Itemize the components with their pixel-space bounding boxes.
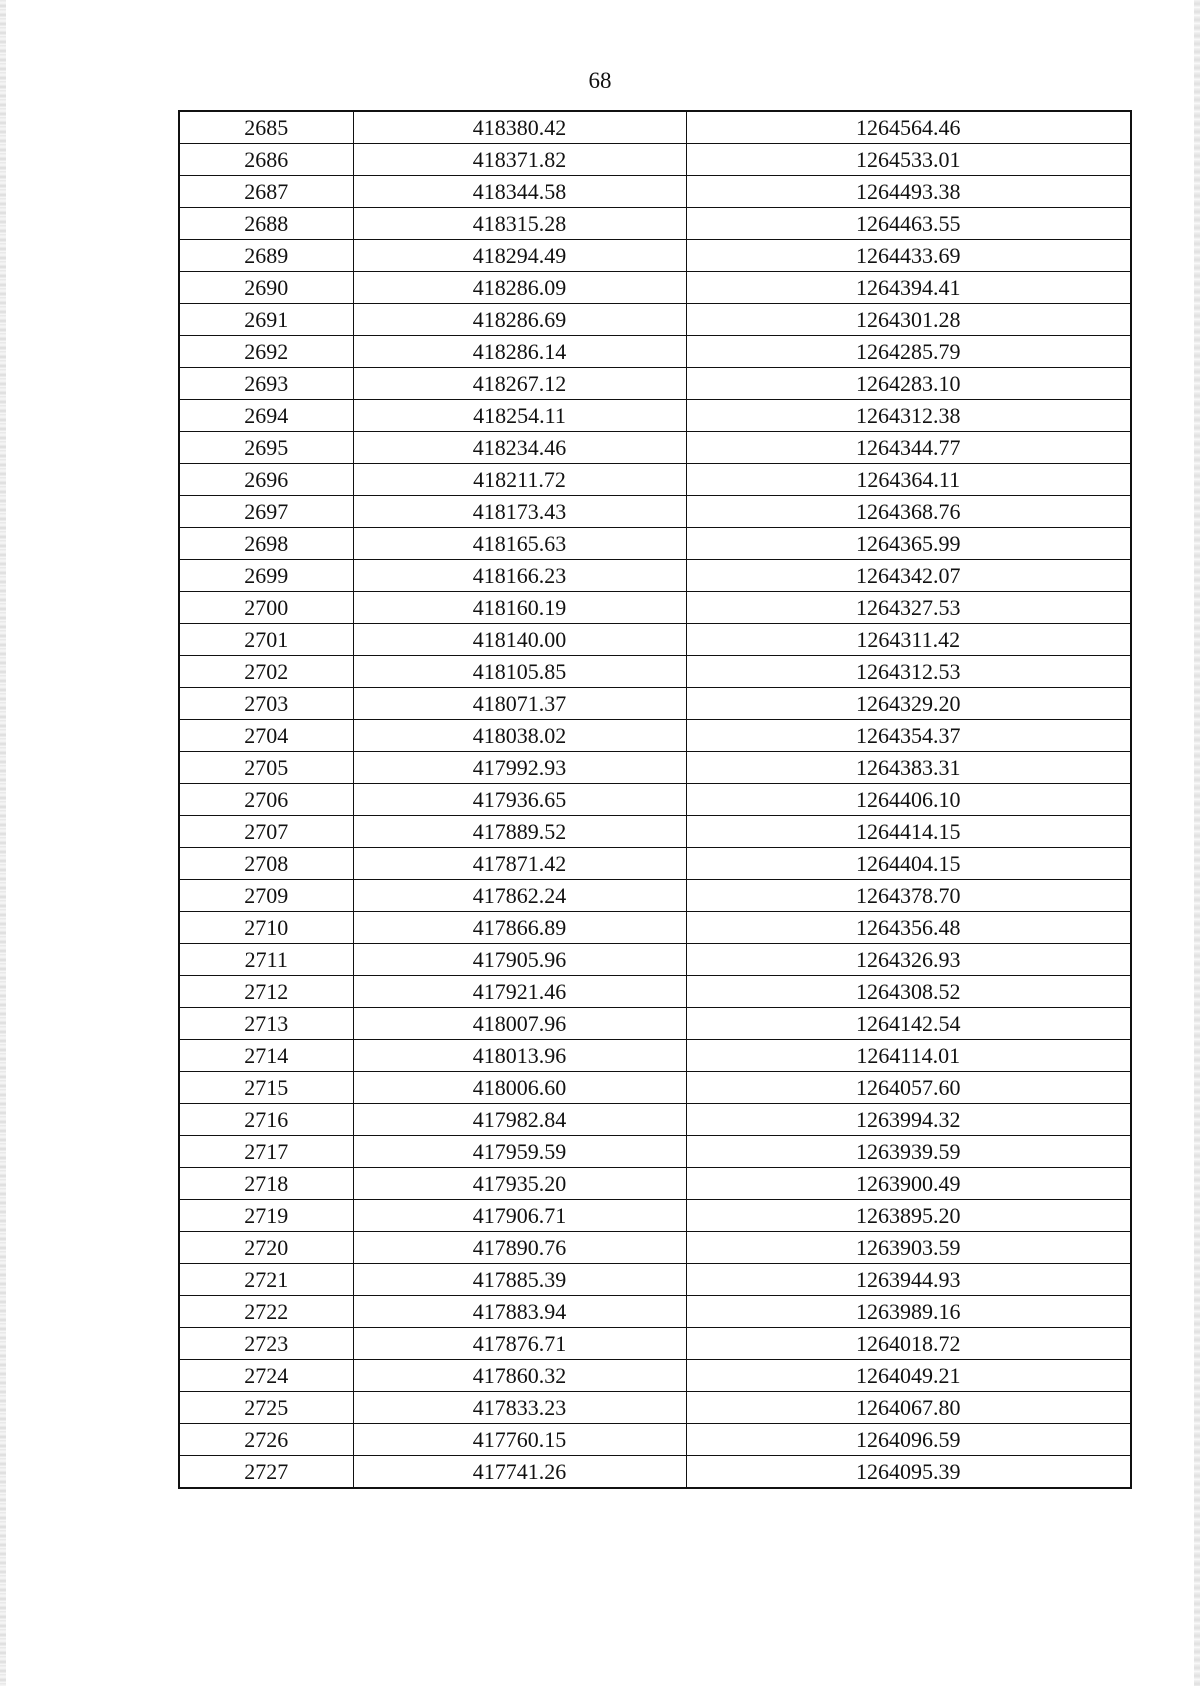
point-number-cell: 2702 bbox=[179, 656, 353, 688]
table-row bbox=[179, 272, 1131, 304]
point-number-cell: 2714 bbox=[179, 1040, 353, 1072]
table-row bbox=[179, 176, 1131, 208]
point-number-cell: 2723 bbox=[179, 1328, 353, 1360]
scan-edge-left bbox=[0, 0, 6, 1686]
point-number-cell: 2697 bbox=[179, 496, 353, 528]
point-number-cell: 2715 bbox=[179, 1072, 353, 1104]
table-row bbox=[179, 1040, 1131, 1072]
coordinate-table-body bbox=[179, 111, 1131, 1488]
point-number-cell: 2696 bbox=[179, 464, 353, 496]
y-coordinate-cell: 1264285.79 bbox=[686, 336, 1131, 368]
point-number-cell: 2703 bbox=[179, 688, 353, 720]
point-number-cell: 2725 bbox=[179, 1392, 353, 1424]
table-row bbox=[179, 336, 1131, 368]
y-coordinate-cell: 1264404.15 bbox=[686, 848, 1131, 880]
y-coordinate-cell: 1263989.16 bbox=[686, 1296, 1131, 1328]
y-coordinate-cell: 1264394.41 bbox=[686, 272, 1131, 304]
table-row bbox=[179, 1104, 1131, 1136]
y-coordinate-cell: 1264493.38 bbox=[686, 176, 1131, 208]
x-coordinate-cell: 417871.42 bbox=[353, 848, 686, 880]
point-number-cell: 2704 bbox=[179, 720, 353, 752]
y-coordinate-cell: 1264378.70 bbox=[686, 880, 1131, 912]
table-row bbox=[179, 816, 1131, 848]
table-row bbox=[179, 368, 1131, 400]
table-row bbox=[179, 1072, 1131, 1104]
x-coordinate-cell: 417905.96 bbox=[353, 944, 686, 976]
x-coordinate-cell: 418344.58 bbox=[353, 176, 686, 208]
x-coordinate-cell: 417906.71 bbox=[353, 1200, 686, 1232]
x-coordinate-cell: 418286.14 bbox=[353, 336, 686, 368]
table-row bbox=[179, 592, 1131, 624]
point-number-cell: 2694 bbox=[179, 400, 353, 432]
y-coordinate-cell: 1264095.39 bbox=[686, 1456, 1131, 1489]
x-coordinate-cell: 418140.00 bbox=[353, 624, 686, 656]
x-coordinate-cell: 417862.24 bbox=[353, 880, 686, 912]
y-coordinate-cell: 1264533.01 bbox=[686, 144, 1131, 176]
table-row bbox=[179, 656, 1131, 688]
y-coordinate-cell: 1264329.20 bbox=[686, 688, 1131, 720]
y-coordinate-cell: 1264433.69 bbox=[686, 240, 1131, 272]
y-coordinate-cell: 1264308.52 bbox=[686, 976, 1131, 1008]
y-coordinate-cell: 1264327.53 bbox=[686, 592, 1131, 624]
y-coordinate-cell: 1264114.01 bbox=[686, 1040, 1131, 1072]
table-row bbox=[179, 1136, 1131, 1168]
x-coordinate-cell: 418007.96 bbox=[353, 1008, 686, 1040]
y-coordinate-cell: 1264057.60 bbox=[686, 1072, 1131, 1104]
table-row bbox=[179, 144, 1131, 176]
x-coordinate-cell: 418211.72 bbox=[353, 464, 686, 496]
x-coordinate-cell: 418166.23 bbox=[353, 560, 686, 592]
table-row bbox=[179, 1360, 1131, 1392]
x-coordinate-cell: 417883.94 bbox=[353, 1296, 686, 1328]
table-row bbox=[179, 976, 1131, 1008]
table-row bbox=[179, 720, 1131, 752]
table-row bbox=[179, 240, 1131, 272]
x-coordinate-cell: 417992.93 bbox=[353, 752, 686, 784]
y-coordinate-cell: 1264414.15 bbox=[686, 816, 1131, 848]
table-row bbox=[179, 560, 1131, 592]
x-coordinate-cell: 418294.49 bbox=[353, 240, 686, 272]
table-row bbox=[179, 784, 1131, 816]
x-coordinate-cell: 417876.71 bbox=[353, 1328, 686, 1360]
table-row bbox=[179, 432, 1131, 464]
point-number-cell: 2701 bbox=[179, 624, 353, 656]
x-coordinate-cell: 417833.23 bbox=[353, 1392, 686, 1424]
point-number-cell: 2689 bbox=[179, 240, 353, 272]
point-number-cell: 2717 bbox=[179, 1136, 353, 1168]
y-coordinate-cell: 1264142.54 bbox=[686, 1008, 1131, 1040]
x-coordinate-cell: 417982.84 bbox=[353, 1104, 686, 1136]
point-number-cell: 2686 bbox=[179, 144, 353, 176]
point-number-cell: 2698 bbox=[179, 528, 353, 560]
x-coordinate-cell: 417760.15 bbox=[353, 1424, 686, 1456]
x-coordinate-cell: 418286.09 bbox=[353, 272, 686, 304]
point-number-cell: 2699 bbox=[179, 560, 353, 592]
table-row bbox=[179, 528, 1131, 560]
y-coordinate-cell: 1264049.21 bbox=[686, 1360, 1131, 1392]
point-number-cell: 2709 bbox=[179, 880, 353, 912]
x-coordinate-cell: 418165.63 bbox=[353, 528, 686, 560]
table-row bbox=[179, 1456, 1131, 1489]
y-coordinate-cell: 1263994.32 bbox=[686, 1104, 1131, 1136]
point-number-cell: 2685 bbox=[179, 111, 353, 144]
point-number-cell: 2713 bbox=[179, 1008, 353, 1040]
table-row bbox=[179, 464, 1131, 496]
table-row bbox=[179, 1232, 1131, 1264]
table-row bbox=[179, 912, 1131, 944]
y-coordinate-cell: 1264463.55 bbox=[686, 208, 1131, 240]
point-number-cell: 2695 bbox=[179, 432, 353, 464]
table-row bbox=[179, 111, 1131, 144]
x-coordinate-cell: 417959.59 bbox=[353, 1136, 686, 1168]
table-row bbox=[179, 1168, 1131, 1200]
point-number-cell: 2705 bbox=[179, 752, 353, 784]
x-coordinate-cell: 417885.39 bbox=[353, 1264, 686, 1296]
y-coordinate-cell: 1263939.59 bbox=[686, 1136, 1131, 1168]
y-coordinate-cell: 1264311.42 bbox=[686, 624, 1131, 656]
x-coordinate-cell: 418371.82 bbox=[353, 144, 686, 176]
x-coordinate-cell: 417889.52 bbox=[353, 816, 686, 848]
y-coordinate-cell: 1264406.10 bbox=[686, 784, 1131, 816]
scan-edge-right bbox=[1194, 0, 1200, 1686]
y-coordinate-cell: 1263895.20 bbox=[686, 1200, 1131, 1232]
y-coordinate-cell: 1264364.11 bbox=[686, 464, 1131, 496]
table-row bbox=[179, 1008, 1131, 1040]
table-row bbox=[179, 208, 1131, 240]
table-row bbox=[179, 848, 1131, 880]
point-number-cell: 2720 bbox=[179, 1232, 353, 1264]
table-row bbox=[179, 1200, 1131, 1232]
x-coordinate-cell: 418006.60 bbox=[353, 1072, 686, 1104]
point-number-cell: 2691 bbox=[179, 304, 353, 336]
x-coordinate-cell: 418234.46 bbox=[353, 432, 686, 464]
y-coordinate-cell: 1264365.99 bbox=[686, 528, 1131, 560]
x-coordinate-cell: 418380.42 bbox=[353, 111, 686, 144]
y-coordinate-cell: 1263900.49 bbox=[686, 1168, 1131, 1200]
point-number-cell: 2690 bbox=[179, 272, 353, 304]
coordinate-table bbox=[178, 110, 1132, 1489]
table-row bbox=[179, 1392, 1131, 1424]
table-row bbox=[179, 752, 1131, 784]
x-coordinate-cell: 418013.96 bbox=[353, 1040, 686, 1072]
x-coordinate-cell: 418286.69 bbox=[353, 304, 686, 336]
x-coordinate-cell: 418173.43 bbox=[353, 496, 686, 528]
point-number-cell: 2721 bbox=[179, 1264, 353, 1296]
x-coordinate-cell: 418071.37 bbox=[353, 688, 686, 720]
table-row bbox=[179, 944, 1131, 976]
point-number-cell: 2687 bbox=[179, 176, 353, 208]
y-coordinate-cell: 1263903.59 bbox=[686, 1232, 1131, 1264]
x-coordinate-cell: 417921.46 bbox=[353, 976, 686, 1008]
point-number-cell: 2722 bbox=[179, 1296, 353, 1328]
y-coordinate-cell: 1264018.72 bbox=[686, 1328, 1131, 1360]
x-coordinate-cell: 418038.02 bbox=[353, 720, 686, 752]
x-coordinate-cell: 417866.89 bbox=[353, 912, 686, 944]
y-coordinate-cell: 1263944.93 bbox=[686, 1264, 1131, 1296]
y-coordinate-cell: 1264312.53 bbox=[686, 656, 1131, 688]
x-coordinate-cell: 418105.85 bbox=[353, 656, 686, 688]
y-coordinate-cell: 1264356.48 bbox=[686, 912, 1131, 944]
table-row bbox=[179, 1328, 1131, 1360]
y-coordinate-cell: 1264344.77 bbox=[686, 432, 1131, 464]
x-coordinate-cell: 418315.28 bbox=[353, 208, 686, 240]
y-coordinate-cell: 1264354.37 bbox=[686, 720, 1131, 752]
point-number-cell: 2719 bbox=[179, 1200, 353, 1232]
x-coordinate-cell: 417860.32 bbox=[353, 1360, 686, 1392]
x-coordinate-cell: 418267.12 bbox=[353, 368, 686, 400]
y-coordinate-cell: 1264312.38 bbox=[686, 400, 1131, 432]
x-coordinate-cell: 417741.26 bbox=[353, 1456, 686, 1489]
y-coordinate-cell: 1264383.31 bbox=[686, 752, 1131, 784]
table-row bbox=[179, 1424, 1131, 1456]
table-row bbox=[179, 624, 1131, 656]
y-coordinate-cell: 1264326.93 bbox=[686, 944, 1131, 976]
y-coordinate-cell: 1264067.80 bbox=[686, 1392, 1131, 1424]
point-number-cell: 2692 bbox=[179, 336, 353, 368]
point-number-cell: 2700 bbox=[179, 592, 353, 624]
point-number-cell: 2726 bbox=[179, 1424, 353, 1456]
x-coordinate-cell: 417890.76 bbox=[353, 1232, 686, 1264]
x-coordinate-cell: 418254.11 bbox=[353, 400, 686, 432]
table-row bbox=[179, 496, 1131, 528]
x-coordinate-cell: 417935.20 bbox=[353, 1168, 686, 1200]
table-row bbox=[179, 304, 1131, 336]
point-number-cell: 2727 bbox=[179, 1456, 353, 1489]
x-coordinate-cell: 417936.65 bbox=[353, 784, 686, 816]
y-coordinate-cell: 1264342.07 bbox=[686, 560, 1131, 592]
table-row bbox=[179, 1264, 1131, 1296]
y-coordinate-cell: 1264301.28 bbox=[686, 304, 1131, 336]
table-row bbox=[179, 688, 1131, 720]
point-number-cell: 2708 bbox=[179, 848, 353, 880]
point-number-cell: 2710 bbox=[179, 912, 353, 944]
table-row bbox=[179, 880, 1131, 912]
y-coordinate-cell: 1264096.59 bbox=[686, 1424, 1131, 1456]
point-number-cell: 2707 bbox=[179, 816, 353, 848]
table-row bbox=[179, 400, 1131, 432]
point-number-cell: 2711 bbox=[179, 944, 353, 976]
page-number: 68 bbox=[588, 68, 612, 93]
point-number-cell: 2693 bbox=[179, 368, 353, 400]
point-number-cell: 2716 bbox=[179, 1104, 353, 1136]
point-number-cell: 2706 bbox=[179, 784, 353, 816]
point-number-cell: 2712 bbox=[179, 976, 353, 1008]
y-coordinate-cell: 1264368.76 bbox=[686, 496, 1131, 528]
table-row bbox=[179, 1296, 1131, 1328]
x-coordinate-cell: 418160.19 bbox=[353, 592, 686, 624]
point-number-cell: 2688 bbox=[179, 208, 353, 240]
y-coordinate-cell: 1264283.10 bbox=[686, 368, 1131, 400]
point-number-cell: 2724 bbox=[179, 1360, 353, 1392]
y-coordinate-cell: 1264564.46 bbox=[686, 111, 1131, 144]
point-number-cell: 2718 bbox=[179, 1168, 353, 1200]
